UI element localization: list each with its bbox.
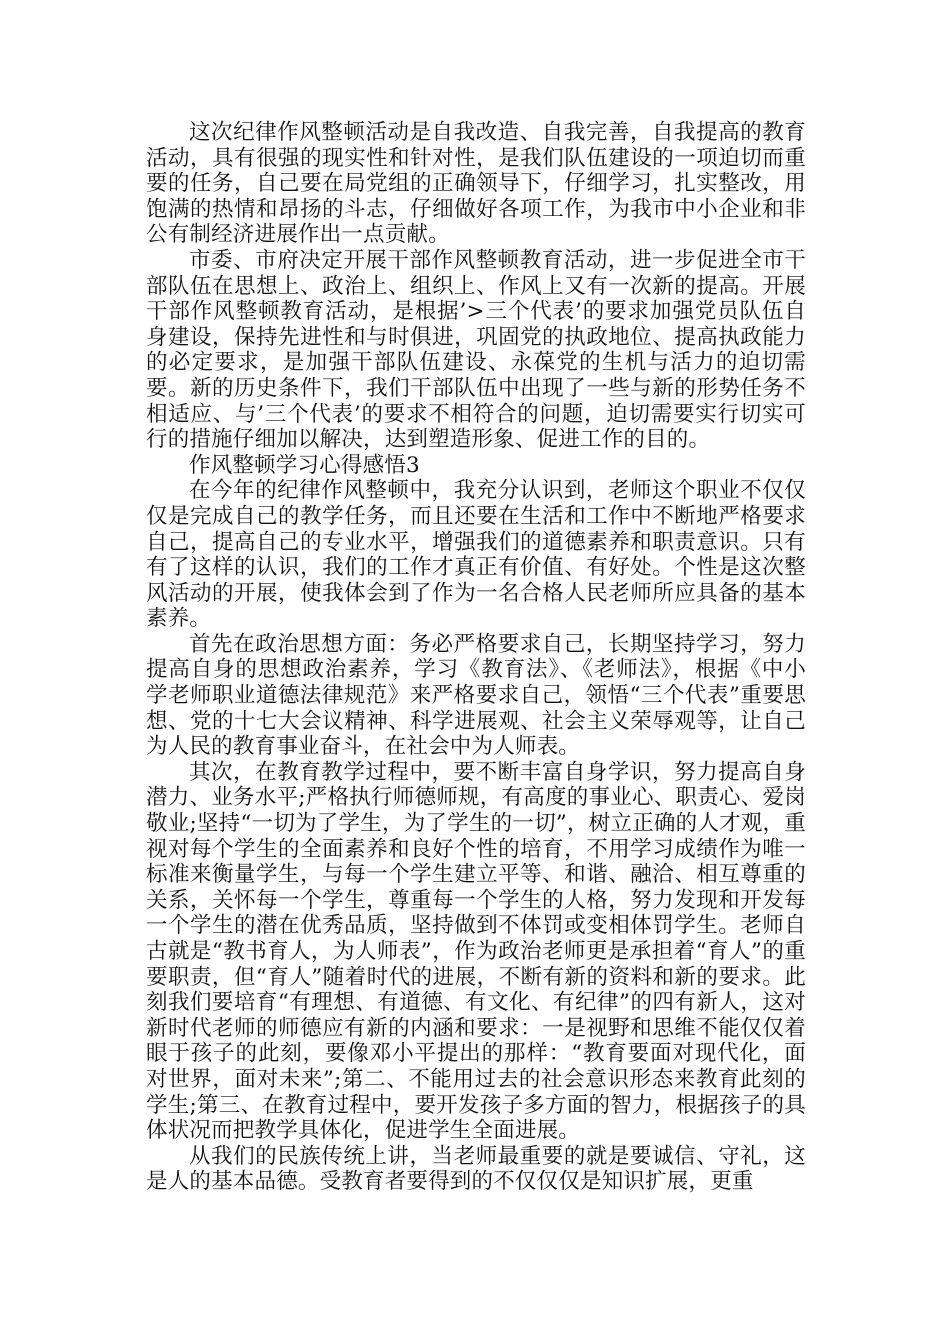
paragraph-political-thought: 首先在政治思想方面：务必严格要求自己，长期坚持学习，努力提高自身的思想政治素养，学习《教育法》、《老师法》，根据《中小学老师职业道德法律规范》来严格要求自己，领悟“三个代表”重要思想、党的十七大会议精神、科学进展观、社会主义荣辱观等，让自己为人民的教育事业奋斗，在社会中为人师表。 [146,631,806,760]
paragraph-discipline-rectification: 这次纪律作风整顿活动是自我改造、自我完善，自我提高的教育活动，具有很强的现实性和针对性，是我们队伍建设的一项迫切而重要的任务，自己要在局党组的正确领导下，仔细学习，扎实整改，用饱满的热情和昂扬的斗志，仔细做好各项工作，为我市中小企业和非公有制经济进展作出一点贡献。 [146,120,806,248]
paragraph-cadre-style-campaign: 市委、市府决定开展干部作风整顿教育活动，进一步促进全市干部队伍在思想上、政治上、组织上、作风上又有一次新的提高。开展干部作风整顿教育活动，是根据’>三个代表’的要求加强党员队伍自身建设，保持先进性和与时俱进，巩固党的执政地位、提高执政能力的必定要求，是加强干部队伍建设、永葆党的生机与活力的迫切需要。新的历史条件下，我们干部队伍中出现了一些与新的形势任务不相适应、与’三个代表’的要求不相符合的问题，迫切需要实行切实可行的措施仔细加以解决，达到塑造形象、促进工作的目的。 [146,247,806,453]
paragraph-teacher-awareness: 在今年的纪律作风整顿中，我充分认识到，老师这个职业不仅仅仅是完成自己的教学任务，而且还要在生活和工作中不断地严格要求自己，提高自己的专业水平，增强我们的道德素养和职责意识。只有有了这样的认识，我们的工作才真正有价值、有好处。个性是这次整风活动的开展，使我体会到了作为一名合格人民老师所应具备的基本素养。 [146,478,806,632]
paragraph-teaching-process: 其次，在教育教学过程中，要不断丰富自身学识，努力提高自身潜力、业务水平;严格执行师德师规，有高度的事业心、职责心、爱岗敬业;坚持“一切为了学生，为了学生的一切”，树立正确的人才观，重视对每个学生的全面素养和良好个性的培育，不用学习成绩作为唯一标准来衡量学生，与每一个学生建立平等、和谐、融洽、相互尊重的关系，关怀每一个学生，尊重每一个学生的人格，努力发现和开发每一个学生的潜在优秀品质，坚持做到不体罚或变相体罚学生。老师自古就是“教书育人，为人师表”，作为政治老师更是承担着“育人”的重要职责，但“育人”随着时代的进展，不断有新的资料和新的要求。此刻我们要培育“有理想、有道德、有文化、有纪律”的四有新人，这对新时代老师的师德应有新的内涵和要求：一是视野和思维不能仅仅着眼于孩子的此刻，要像邓小平提出的那样：“教育要面对现代化，面对世界，面对未来”;第二、不能用过去的社会意识形态来教育此刻的学生;第三、在教育过程中，要开发孩子多方面的智力，根据孩子的具体状况而把教学具体化，促进学生全面进展。 [146,759,806,1144]
section-heading: 作风整顿学习心得感悟3 [189,452,420,478]
paragraph-national-tradition: 从我们的民族传统上讲，当老师最重要的就是要诚信、守礼，这是人的基本品德。受教育者要得到的不仅仅仅是知识扩展，更重 [146,1143,806,1195]
document-page [146,120,806,1195]
